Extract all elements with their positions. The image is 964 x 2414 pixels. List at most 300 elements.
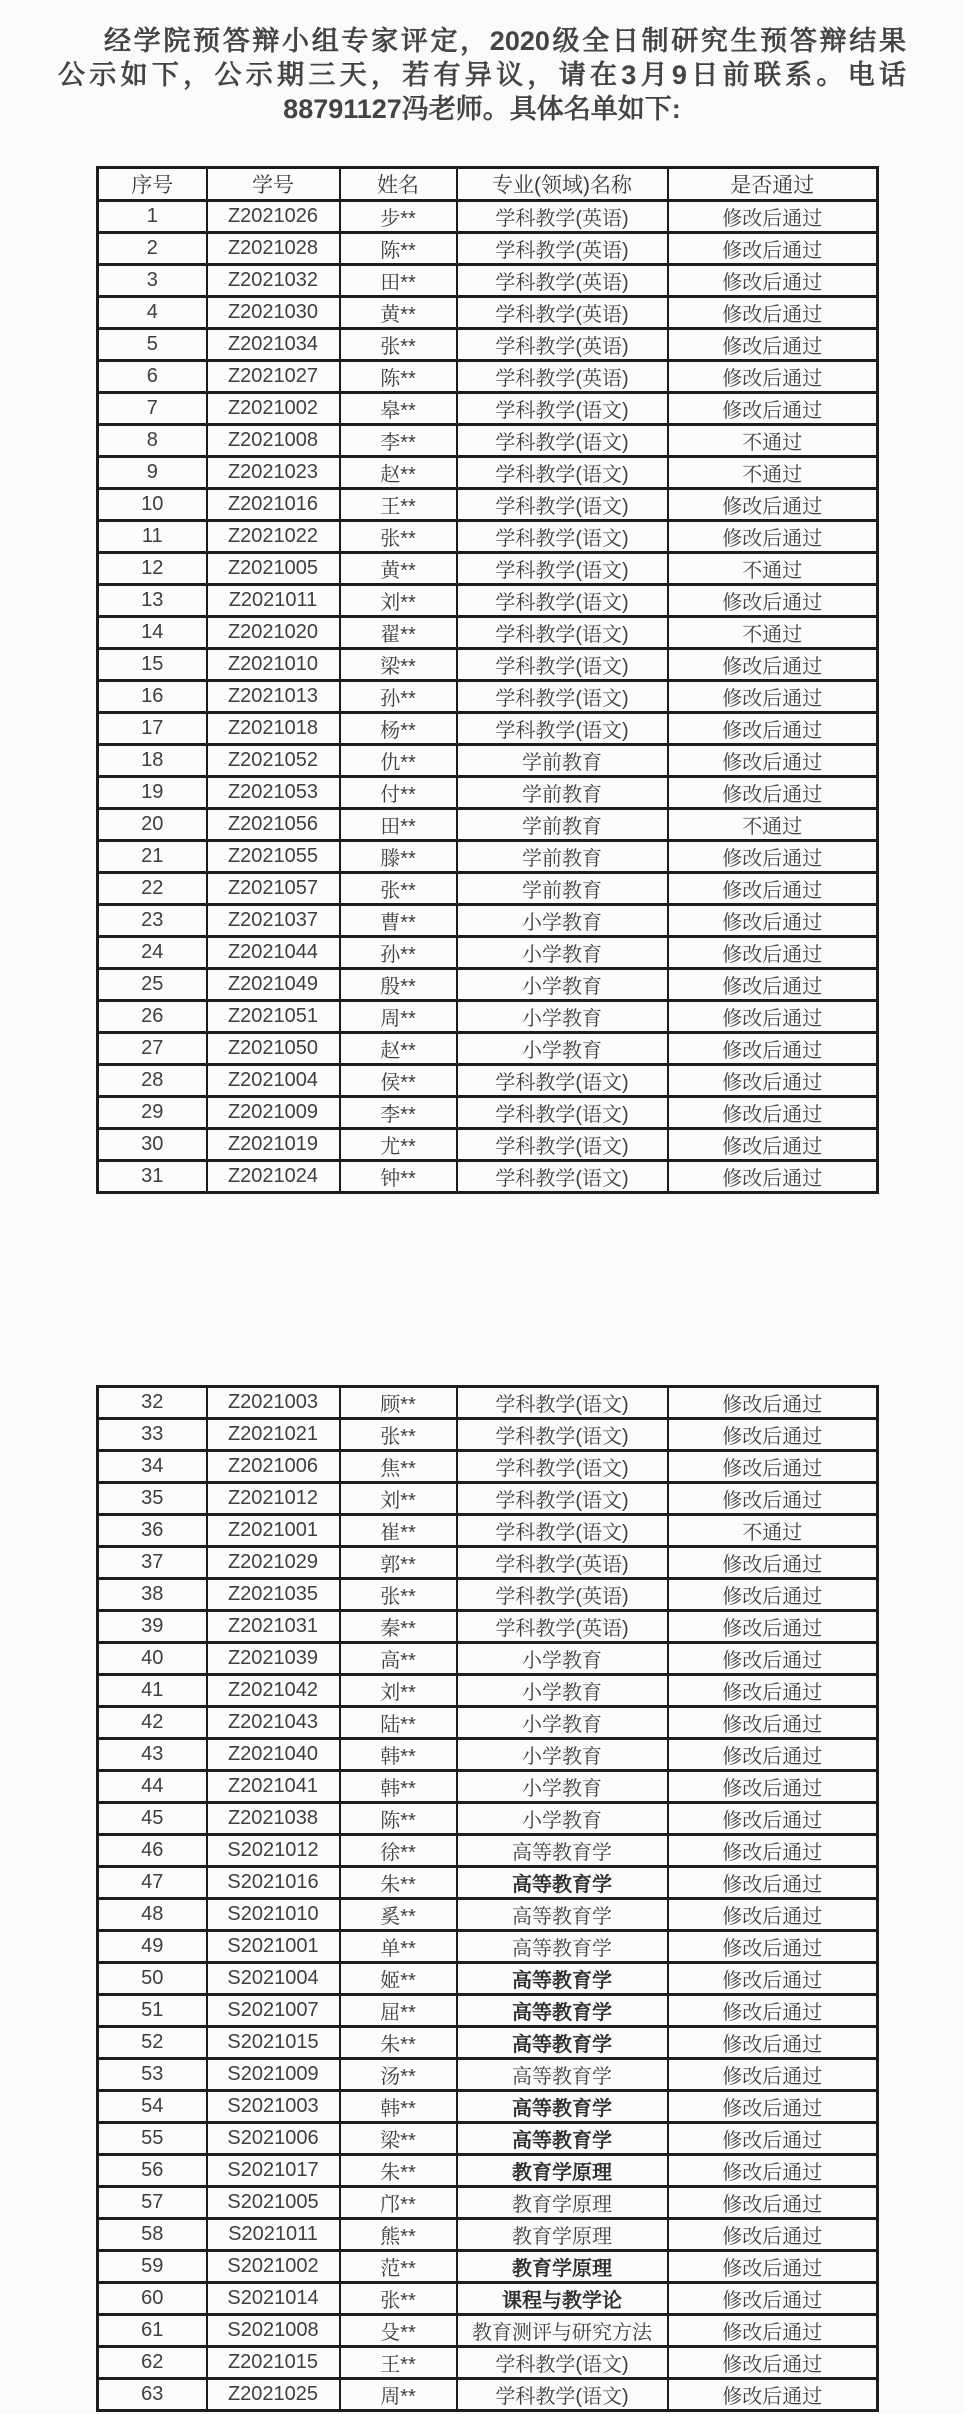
student-name: 单** <box>340 1931 457 1963</box>
student-id: Z2021021 <box>207 1419 340 1451</box>
table-row <box>98 457 878 489</box>
result-status: 修改后通过 <box>668 1963 878 1995</box>
student-name: 田** <box>340 265 457 297</box>
major-name: 小学教育 <box>457 1001 668 1033</box>
row-index: 41 <box>98 1675 207 1707</box>
student-id: Z2021025 <box>207 2379 340 2411</box>
student-name: 陈** <box>340 1803 457 1835</box>
row-index: 33 <box>98 1419 207 1451</box>
result-status: 修改后通过 <box>668 1995 878 2027</box>
major-name: 小学教育 <box>457 1739 668 1771</box>
result-status: 修改后通过 <box>668 2027 878 2059</box>
major-name: 课程与教学论 <box>457 2283 668 2315</box>
row-index: 32 <box>98 1387 207 1419</box>
student-name: 仇** <box>340 745 457 777</box>
result-status: 修改后通过 <box>668 1451 878 1483</box>
student-name: 尤** <box>340 1129 457 1161</box>
table-row <box>98 1065 878 1097</box>
student-name: 王** <box>340 489 457 521</box>
major-name: 学科教学(语文) <box>457 521 668 553</box>
row-index: 17 <box>98 713 207 745</box>
student-id: Z2021009 <box>207 1097 340 1129</box>
table-row <box>98 201 878 233</box>
row-index: 3 <box>98 265 207 297</box>
row-index: 58 <box>98 2219 207 2251</box>
row-index: 54 <box>98 2091 207 2123</box>
row-index: 60 <box>98 2283 207 2315</box>
table-row <box>98 681 878 713</box>
student-id: Z2021015 <box>207 2347 340 2379</box>
student-id: Z2021004 <box>207 1065 340 1097</box>
table-row <box>98 1803 878 1835</box>
student-id: S2021017 <box>207 2155 340 2187</box>
row-index: 43 <box>98 1739 207 1771</box>
student-name: 皋** <box>340 393 457 425</box>
student-name: 徐** <box>340 1835 457 1867</box>
result-status: 修改后通过 <box>668 1867 878 1899</box>
student-id: Z2021031 <box>207 1611 340 1643</box>
major-name: 学科教学(语文) <box>457 1065 668 1097</box>
major-name: 高等教育学 <box>457 1867 668 1899</box>
table-row <box>98 777 878 809</box>
student-name: 孙** <box>340 937 457 969</box>
row-index: 47 <box>98 1867 207 1899</box>
student-name: 曹** <box>340 905 457 937</box>
result-status: 修改后通过 <box>668 1707 878 1739</box>
student-id: Z2021049 <box>207 969 340 1001</box>
row-index: 56 <box>98 2155 207 2187</box>
row-index: 50 <box>98 1963 207 1995</box>
student-name: 邝** <box>340 2187 457 2219</box>
student-name: 王** <box>340 2347 457 2379</box>
intro-line-2: 公示如下，公示期三天，若有异议，请在3月9日前联系。电话 <box>58 60 906 90</box>
major-name: 学科教学(语文) <box>457 681 668 713</box>
result-status: 修改后通过 <box>668 1803 878 1835</box>
major-name: 小学教育 <box>457 1707 668 1739</box>
table-row <box>98 1579 878 1611</box>
row-index: 21 <box>98 841 207 873</box>
student-name: 奚** <box>340 1899 457 1931</box>
student-id: Z2021003 <box>207 1387 340 1419</box>
student-id: Z2021013 <box>207 681 340 713</box>
major-name: 学科教学(语文) <box>457 1387 668 1419</box>
result-status: 修改后通过 <box>668 201 878 233</box>
table-row <box>98 2187 878 2219</box>
result-status: 修改后通过 <box>668 1739 878 1771</box>
student-name: 梁** <box>340 2123 457 2155</box>
table-row <box>98 1611 878 1643</box>
student-id: S2021003 <box>207 2091 340 2123</box>
table-row <box>98 969 878 1001</box>
major-name: 学科教学(语文) <box>457 553 668 585</box>
result-status: 修改后通过 <box>668 329 878 361</box>
student-name: 崔** <box>340 1515 457 1547</box>
row-index: 39 <box>98 1611 207 1643</box>
student-id: Z2021038 <box>207 1803 340 1835</box>
row-index: 30 <box>98 1129 207 1161</box>
result-status: 修改后通过 <box>668 649 878 681</box>
row-index: 62 <box>98 2347 207 2379</box>
student-name: 陈** <box>340 361 457 393</box>
table-row <box>98 1515 878 1547</box>
table-row <box>98 2219 878 2251</box>
student-name: 陆** <box>340 1707 457 1739</box>
result-status: 修改后通过 <box>668 1161 878 1193</box>
student-id: S2021016 <box>207 1867 340 1899</box>
student-name: 韩** <box>340 2091 457 2123</box>
row-index: 36 <box>98 1515 207 1547</box>
student-id: Z2021005 <box>207 553 340 585</box>
student-id: Z2021056 <box>207 809 340 841</box>
student-name: 张** <box>340 329 457 361</box>
table-row <box>98 809 878 841</box>
student-name: 李** <box>340 425 457 457</box>
major-name: 高等教育学 <box>457 2091 668 2123</box>
result-status: 修改后通过 <box>668 1033 878 1065</box>
table-row <box>98 2315 878 2347</box>
result-status: 修改后通过 <box>668 2155 878 2187</box>
result-status: 修改后通过 <box>668 489 878 521</box>
result-status: 修改后通过 <box>668 361 878 393</box>
student-name: 熊** <box>340 2219 457 2251</box>
row-index: 1 <box>98 201 207 233</box>
table-row <box>98 297 878 329</box>
row-index: 42 <box>98 1707 207 1739</box>
table-row <box>98 2091 878 2123</box>
student-id: S2021002 <box>207 2251 340 2283</box>
student-id: Z2021018 <box>207 713 340 745</box>
student-id: S2021008 <box>207 2315 340 2347</box>
student-name: 步** <box>340 201 457 233</box>
student-id: Z2021010 <box>207 649 340 681</box>
student-name: 秦** <box>340 1611 457 1643</box>
result-status: 修改后通过 <box>668 1931 878 1963</box>
student-id: Z2021051 <box>207 1001 340 1033</box>
table-row <box>98 1835 878 1867</box>
student-name: 张** <box>340 521 457 553</box>
row-index: 19 <box>98 777 207 809</box>
major-name: 学科教学(语文) <box>457 425 668 457</box>
row-index: 26 <box>98 1001 207 1033</box>
student-name: 张** <box>340 873 457 905</box>
result-status: 修改后通过 <box>668 2123 878 2155</box>
row-index: 59 <box>98 2251 207 2283</box>
table-row <box>98 233 878 265</box>
student-id: Z2021028 <box>207 233 340 265</box>
student-name: 殷** <box>340 969 457 1001</box>
result-status: 修改后通过 <box>668 1419 878 1451</box>
result-status: 修改后通过 <box>668 1065 878 1097</box>
row-index: 53 <box>98 2059 207 2091</box>
table-row <box>98 2283 878 2315</box>
row-index: 25 <box>98 969 207 1001</box>
row-index: 57 <box>98 2187 207 2219</box>
student-id: Z2021053 <box>207 777 340 809</box>
student-name: 翟** <box>340 617 457 649</box>
student-name: 张** <box>340 2283 457 2315</box>
student-name: 赵** <box>340 1033 457 1065</box>
table-row <box>98 1483 878 1515</box>
student-name: 陈** <box>340 233 457 265</box>
table-row <box>98 1675 878 1707</box>
major-name: 学前教育 <box>457 745 668 777</box>
student-id: Z2021044 <box>207 937 340 969</box>
student-name: 殳** <box>340 2315 457 2347</box>
student-id: S2021011 <box>207 2219 340 2251</box>
student-id: Z2021001 <box>207 1515 340 1547</box>
result-status: 修改后通过 <box>668 1547 878 1579</box>
row-index: 22 <box>98 873 207 905</box>
row-index: 24 <box>98 937 207 969</box>
col-header-major: 专业(领域)名称 <box>457 168 668 201</box>
major-name: 小学教育 <box>457 969 668 1001</box>
student-name: 朱** <box>340 2027 457 2059</box>
row-index: 20 <box>98 809 207 841</box>
student-name: 梁** <box>340 649 457 681</box>
student-id: Z2021023 <box>207 457 340 489</box>
result-status: 修改后通过 <box>668 1579 878 1611</box>
major-name: 高等教育学 <box>457 2027 668 2059</box>
result-status: 修改后通过 <box>668 2379 878 2411</box>
result-status: 不通过 <box>668 1515 878 1547</box>
major-name: 学科教学(语文) <box>457 2379 668 2411</box>
student-name: 姬** <box>340 1963 457 1995</box>
major-name: 学科教学(语文) <box>457 713 668 745</box>
student-id: Z2021050 <box>207 1033 340 1065</box>
result-status: 修改后通过 <box>668 2219 878 2251</box>
major-name: 高等教育学 <box>457 2059 668 2091</box>
result-status: 修改后通过 <box>668 393 878 425</box>
student-id: Z2021055 <box>207 841 340 873</box>
row-index: 51 <box>98 1995 207 2027</box>
row-index: 15 <box>98 649 207 681</box>
table-row <box>98 1771 878 1803</box>
result-status: 修改后通过 <box>668 585 878 617</box>
result-status: 修改后通过 <box>668 1675 878 1707</box>
student-id: Z2021029 <box>207 1547 340 1579</box>
result-status: 不通过 <box>668 457 878 489</box>
row-index: 18 <box>98 745 207 777</box>
student-id: Z2021034 <box>207 329 340 361</box>
major-name: 高等教育学 <box>457 1931 668 1963</box>
row-index: 40 <box>98 1643 207 1675</box>
row-index: 13 <box>98 585 207 617</box>
table-row <box>98 1707 878 1739</box>
major-name: 学科教学(语文) <box>457 585 668 617</box>
student-id: S2021001 <box>207 1931 340 1963</box>
row-index: 52 <box>98 2027 207 2059</box>
major-name: 学科教学(英语) <box>457 233 668 265</box>
table-row <box>98 585 878 617</box>
student-name: 周** <box>340 1001 457 1033</box>
major-name: 小学教育 <box>457 1771 668 1803</box>
row-index: 38 <box>98 1579 207 1611</box>
major-name: 学科教学(语文) <box>457 1129 668 1161</box>
major-name: 小学教育 <box>457 1803 668 1835</box>
announcement-text <box>58 24 906 126</box>
major-name: 教育学原理 <box>457 2155 668 2187</box>
major-name: 学科教学(语文) <box>457 393 668 425</box>
result-status: 修改后通过 <box>668 2347 878 2379</box>
result-status: 修改后通过 <box>668 1387 878 1419</box>
intro-line-1: 经学院预答辩小组专家评定，2020级全日制研究生预答辩结果 <box>104 26 906 56</box>
student-id: Z2021043 <box>207 1707 340 1739</box>
major-name: 学前教育 <box>457 777 668 809</box>
student-name: 张** <box>340 1579 457 1611</box>
major-name: 学科教学(语文) <box>457 1161 668 1193</box>
result-status: 修改后通过 <box>668 745 878 777</box>
table-row <box>98 2059 878 2091</box>
table-row <box>98 553 878 585</box>
table-row <box>98 265 878 297</box>
student-id: S2021004 <box>207 1963 340 1995</box>
student-id: Z2021022 <box>207 521 340 553</box>
major-name: 教育学原理 <box>457 2251 668 2283</box>
student-name: 付** <box>340 777 457 809</box>
result-status: 修改后通过 <box>668 1611 878 1643</box>
result-status: 修改后通过 <box>668 1001 878 1033</box>
major-name: 高等教育学 <box>457 1835 668 1867</box>
student-name: 李** <box>340 1097 457 1129</box>
student-id: Z2021040 <box>207 1739 340 1771</box>
student-name: 汤** <box>340 2059 457 2091</box>
student-id: S2021010 <box>207 1899 340 1931</box>
result-status: 修改后通过 <box>668 2091 878 2123</box>
major-name: 学科教学(语文) <box>457 617 668 649</box>
row-index: 49 <box>98 1931 207 1963</box>
row-index: 48 <box>98 1899 207 1931</box>
major-name: 学科教学(英语) <box>457 297 668 329</box>
major-name: 教育学原理 <box>457 2187 668 2219</box>
major-name: 小学教育 <box>457 937 668 969</box>
table-row <box>98 745 878 777</box>
student-id: Z2021002 <box>207 393 340 425</box>
student-id: S2021005 <box>207 2187 340 2219</box>
table-row <box>98 1643 878 1675</box>
student-name: 周** <box>340 2379 457 2411</box>
student-id: Z2021027 <box>207 361 340 393</box>
row-index: 12 <box>98 553 207 585</box>
student-name: 黄** <box>340 297 457 329</box>
result-status: 不通过 <box>668 809 878 841</box>
major-name: 学科教学(语文) <box>457 489 668 521</box>
major-name: 教育学原理 <box>457 2219 668 2251</box>
row-index: 44 <box>98 1771 207 1803</box>
major-name: 学科教学(语文) <box>457 1515 668 1547</box>
student-name: 钟** <box>340 1161 457 1193</box>
result-status: 修改后通过 <box>668 681 878 713</box>
major-name: 高等教育学 <box>457 1963 668 1995</box>
results-table-page2 <box>96 1385 879 2412</box>
table-row <box>98 937 878 969</box>
student-id: S2021009 <box>207 2059 340 2091</box>
result-status: 修改后通过 <box>668 777 878 809</box>
table-row <box>98 425 878 457</box>
table-row <box>98 1129 878 1161</box>
major-name: 学科教学(英语) <box>457 361 668 393</box>
table-row <box>98 2379 878 2411</box>
result-status: 不通过 <box>668 553 878 585</box>
student-name: 黄** <box>340 553 457 585</box>
result-status: 修改后通过 <box>668 1129 878 1161</box>
row-index: 5 <box>98 329 207 361</box>
row-index: 14 <box>98 617 207 649</box>
student-id: Z2021032 <box>207 265 340 297</box>
table-row <box>98 617 878 649</box>
major-name: 高等教育学 <box>457 2123 668 2155</box>
row-index: 2 <box>98 233 207 265</box>
table-row <box>98 489 878 521</box>
table-row <box>98 1387 878 1419</box>
result-status: 修改后通过 <box>668 1899 878 1931</box>
student-name: 刘** <box>340 1675 457 1707</box>
table-row <box>98 905 878 937</box>
table-row <box>98 2123 878 2155</box>
major-name: 学科教学(语文) <box>457 457 668 489</box>
row-index: 46 <box>98 1835 207 1867</box>
major-name: 学科教学(英语) <box>457 201 668 233</box>
major-name: 学科教学(英语) <box>457 329 668 361</box>
student-id: S2021006 <box>207 2123 340 2155</box>
result-status: 修改后通过 <box>668 713 878 745</box>
table-row <box>98 873 878 905</box>
row-index: 8 <box>98 425 207 457</box>
student-id: Z2021057 <box>207 873 340 905</box>
student-id: S2021015 <box>207 2027 340 2059</box>
row-index: 45 <box>98 1803 207 1835</box>
student-id: S2021012 <box>207 1835 340 1867</box>
student-name: 顾** <box>340 1387 457 1419</box>
result-status: 修改后通过 <box>668 873 878 905</box>
table-row <box>98 1739 878 1771</box>
major-name: 学前教育 <box>457 873 668 905</box>
result-status: 修改后通过 <box>668 2315 878 2347</box>
student-name: 郭** <box>340 1547 457 1579</box>
major-name: 学前教育 <box>457 809 668 841</box>
student-name: 张** <box>340 1419 457 1451</box>
col-header-student-id: 学号 <box>207 168 340 201</box>
table-row <box>98 841 878 873</box>
student-id: Z2021016 <box>207 489 340 521</box>
major-name: 高等教育学 <box>457 1995 668 2027</box>
major-name: 学前教育 <box>457 841 668 873</box>
result-status: 不通过 <box>668 617 878 649</box>
student-name: 高** <box>340 1643 457 1675</box>
table-row <box>98 713 878 745</box>
student-id: S2021007 <box>207 1995 340 2027</box>
table-row <box>98 521 878 553</box>
student-name: 焦** <box>340 1451 457 1483</box>
table-row <box>98 1001 878 1033</box>
student-id: Z2021035 <box>207 1579 340 1611</box>
result-status: 修改后通过 <box>668 1771 878 1803</box>
table-row <box>98 2347 878 2379</box>
result-status: 修改后通过 <box>668 2283 878 2315</box>
table-header-row <box>98 168 878 201</box>
student-id: Z2021011 <box>207 585 340 617</box>
student-name: 杨** <box>340 713 457 745</box>
student-name: 朱** <box>340 1867 457 1899</box>
table-row <box>98 1097 878 1129</box>
row-index: 10 <box>98 489 207 521</box>
major-name: 小学教育 <box>457 1033 668 1065</box>
row-index: 27 <box>98 1033 207 1065</box>
result-status: 不通过 <box>668 425 878 457</box>
result-status: 修改后通过 <box>668 297 878 329</box>
results-table-page1 <box>96 166 879 1194</box>
table-row <box>98 2251 878 2283</box>
row-index: 11 <box>98 521 207 553</box>
